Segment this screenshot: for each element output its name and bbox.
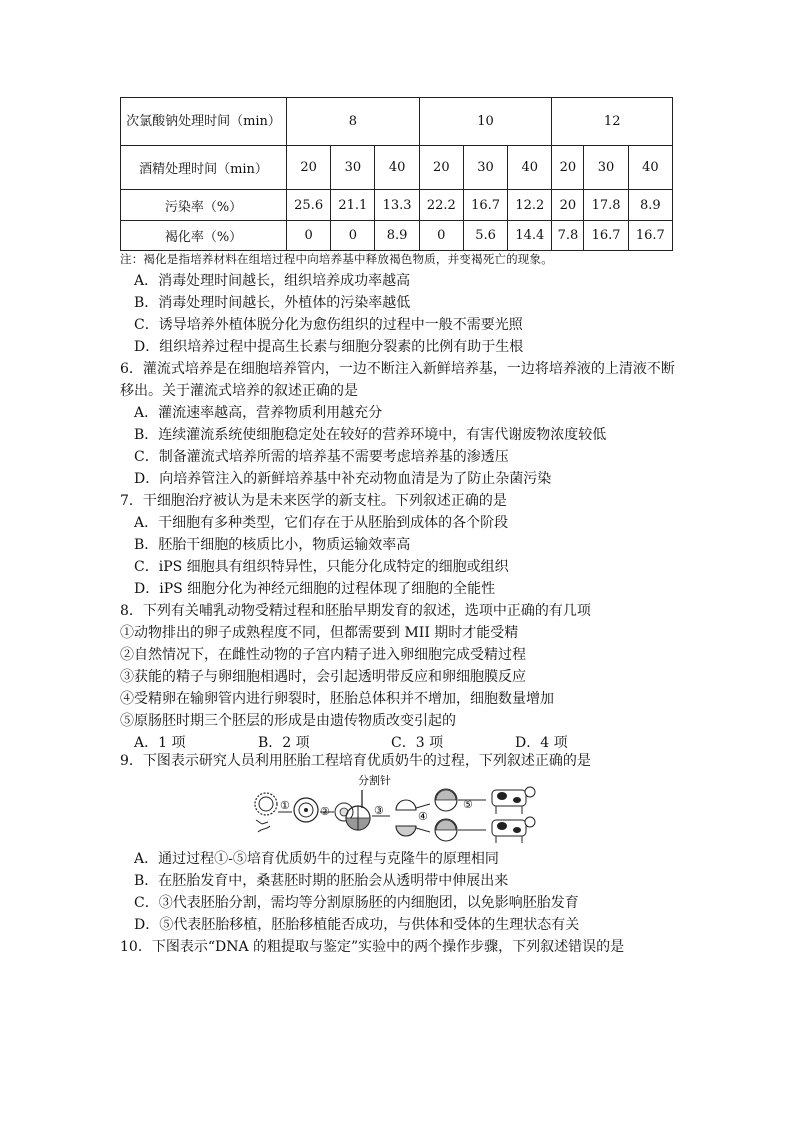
embryo-top-icon — [435, 789, 457, 811]
brown-cell: 16.7 — [584, 221, 628, 251]
brown-cell: 16.7 — [628, 221, 672, 251]
q8-statement-5: ⑤原肠胚时期三个胚层的形成是由遗传物质改变引起的 — [120, 713, 456, 729]
brown-cell: 7.8 — [552, 221, 584, 251]
alcohol-cell: 30 — [584, 146, 628, 190]
q9-option-b: B．在胚胎发育中，桑葚胚时期的胚胎会从透明带中伸展出来 — [134, 873, 509, 889]
q7-option-a: A．干细胞有多种类型，它们存在于从胚胎到成体的各个阶段 — [134, 515, 509, 531]
q8-option-a: A．1 项 — [134, 735, 186, 751]
table-note: 注：褐化是指培养材料在组培过程中向培养基中释放褐色物质，并变褐死亡的现象。 — [120, 252, 553, 266]
q6-option-c: C．制备灌流式培养所需的培养基不需要考虑培养基的渗透压 — [134, 449, 509, 465]
alcohol-cell: 40 — [508, 146, 552, 190]
contam-cell: 16.7 — [463, 190, 507, 221]
alcohol-cell: 40 — [628, 146, 672, 190]
q6-stem-1: 6．灌流式培养是在细胞培养管内，一边不断注入新鲜培养基，一边将培养液的上清液不断 — [120, 361, 675, 377]
brown-cell: 0 — [287, 221, 331, 251]
data-table — [120, 97, 673, 251]
contam-cell: 25.6 — [287, 190, 331, 221]
q7-stem: 7．干细胞治疗被认为是未来医学的新支柱。下列叙述正确的是 — [120, 493, 507, 509]
alcohol-cell: 30 — [331, 146, 375, 190]
q8-option-c: C．3 项 — [391, 735, 444, 751]
naclo-time-12: 12 — [552, 98, 673, 146]
q8-statement-4: ④受精卵在输卵管内进行卵裂时，胚胎总体积并不增加，细胞数量增加 — [120, 691, 554, 707]
q8-statement-2: ②自然情况下，在雌性动物的子宫内精子进入卵细胞完成受精过程 — [120, 647, 526, 663]
q10-stem: 10．下图表示“DNA 的粗提取与鉴定”实验中的两个操作步骤，下列叙述错误的是 — [120, 939, 625, 955]
brown-cell: 0 — [419, 221, 463, 251]
alcohol-cell: 20 — [552, 146, 584, 190]
q6-stem-2: 移出。关于灌流式培养的叙述正确的是 — [120, 383, 358, 399]
q8-options — [134, 732, 568, 752]
brown-cell: 14.4 — [508, 221, 552, 251]
contam-cell: 13.3 — [375, 190, 419, 221]
q7-option-c: C．iPS 细胞具有组织特异性，只能分化成特定的细胞或组织 — [134, 559, 509, 575]
step-1-label: ① — [280, 799, 290, 812]
q6-option-d: D．向培养管注入的新鲜培养基中补充动物血清是为了防止杂菌污染 — [134, 471, 552, 487]
q7-option-d: D．iPS 细胞分化为神经元细胞的过程体现了细胞的全能性 — [134, 581, 496, 597]
brown-cell: 0 — [331, 221, 375, 251]
q5-option-d: D．组织培养过程中提高生长素与细胞分裂素的比例有助于生根 — [134, 339, 524, 355]
q5-option-b: B．消毒处理时间越长，外植体的污染率越低 — [134, 295, 411, 311]
q8-statement-3: ③获能的精子与卵细胞相遇时，会引起透明带反应和卵细胞膜反应 — [120, 669, 526, 685]
brown-cell: 8.9 — [375, 221, 419, 251]
contam-cell: 21.1 — [331, 190, 375, 221]
contam-cell: 17.8 — [584, 190, 628, 221]
arrow-4a — [416, 804, 430, 808]
alcohol-cell: 20 — [419, 146, 463, 190]
q9-option-a: A．通过过程①-⑤培育优质奶牛的过程与克隆牛的原理相同 — [134, 851, 499, 867]
alcohol-cell: 20 — [287, 146, 331, 190]
alcohol-cell: 40 — [375, 146, 419, 190]
brown-cell: 5.6 — [463, 221, 507, 251]
embryo-process-figure — [250, 772, 540, 844]
contam-cell: 20 — [552, 190, 584, 221]
q8-option-d: D．4 项 — [515, 735, 568, 751]
split-embryo-icon — [396, 800, 416, 836]
alcohol-header: 酒精处理时间（min） — [121, 146, 287, 190]
q5-option-a: A．消毒处理时间越长，组织培养成功率越高 — [134, 273, 411, 289]
contam-cell: 8.9 — [628, 190, 672, 221]
blastocyst-icon — [346, 806, 370, 830]
naclo-header: 次氯酸钠处理时间（min） — [121, 98, 287, 146]
cow-top-icon — [492, 787, 535, 814]
alcohol-cell: 30 — [463, 146, 507, 190]
step-3-label: ③ — [374, 804, 384, 817]
contam-header: 污染率（%） — [121, 190, 287, 221]
splitting-needle-label: 分割针 — [358, 774, 391, 787]
zygote-icon — [294, 798, 318, 822]
q9-option-d: D．⑤代表胚胎移植，胚胎移植能否成功，与供体和受体的生理状态有关 — [134, 917, 580, 933]
q8-statement-1: ①动物排出的卵子成熟程度不同，但都需要到 MII 期时才能受精 — [120, 625, 519, 641]
step-5-label: ⑤ — [463, 798, 473, 811]
cow-bottom-icon — [492, 817, 535, 843]
naclo-time-8: 8 — [287, 98, 420, 146]
q8-option-b: B．2 项 — [258, 735, 310, 751]
step-4-label: ④ — [418, 810, 428, 823]
brown-header: 褐化率（%） — [121, 221, 287, 251]
q9-option-c: C．③代表胚胎分割，需均等分割原肠胚的内细胞团，以免影响胚胎发育 — [134, 895, 579, 911]
q9-stem: 9．下图表示研究人员利用胚胎工程培育优质奶牛的过程，下列叙述正确的是 — [120, 753, 591, 769]
q6-option-a: A．灌流速率越高，营养物质利用越充分 — [134, 405, 383, 421]
naclo-time-10: 10 — [419, 98, 552, 146]
step-2-label: ② — [320, 805, 330, 818]
arrow-4b — [416, 828, 430, 832]
oocyte-icon — [255, 793, 277, 832]
contam-cell: 22.2 — [419, 190, 463, 221]
embryo-bottom-icon — [435, 819, 457, 841]
q5-option-c: C．诱导培养外植体脱分化为愈伤组织的过程中一般不需要光照 — [134, 317, 523, 333]
q6-option-b: B．连续灌流系统使细胞稳定处在较好的营养环境中，有害代谢废物浓度较低 — [134, 427, 607, 443]
contam-cell: 12.2 — [508, 190, 552, 221]
q8-stem: 8．下列有关哺乳动物受精过程和胚胎早期发育的叙述，选项中正确的有几项 — [120, 603, 591, 619]
q7-option-b: B．胚胎干细胞的核质比小，物质运输效率高 — [134, 537, 411, 553]
